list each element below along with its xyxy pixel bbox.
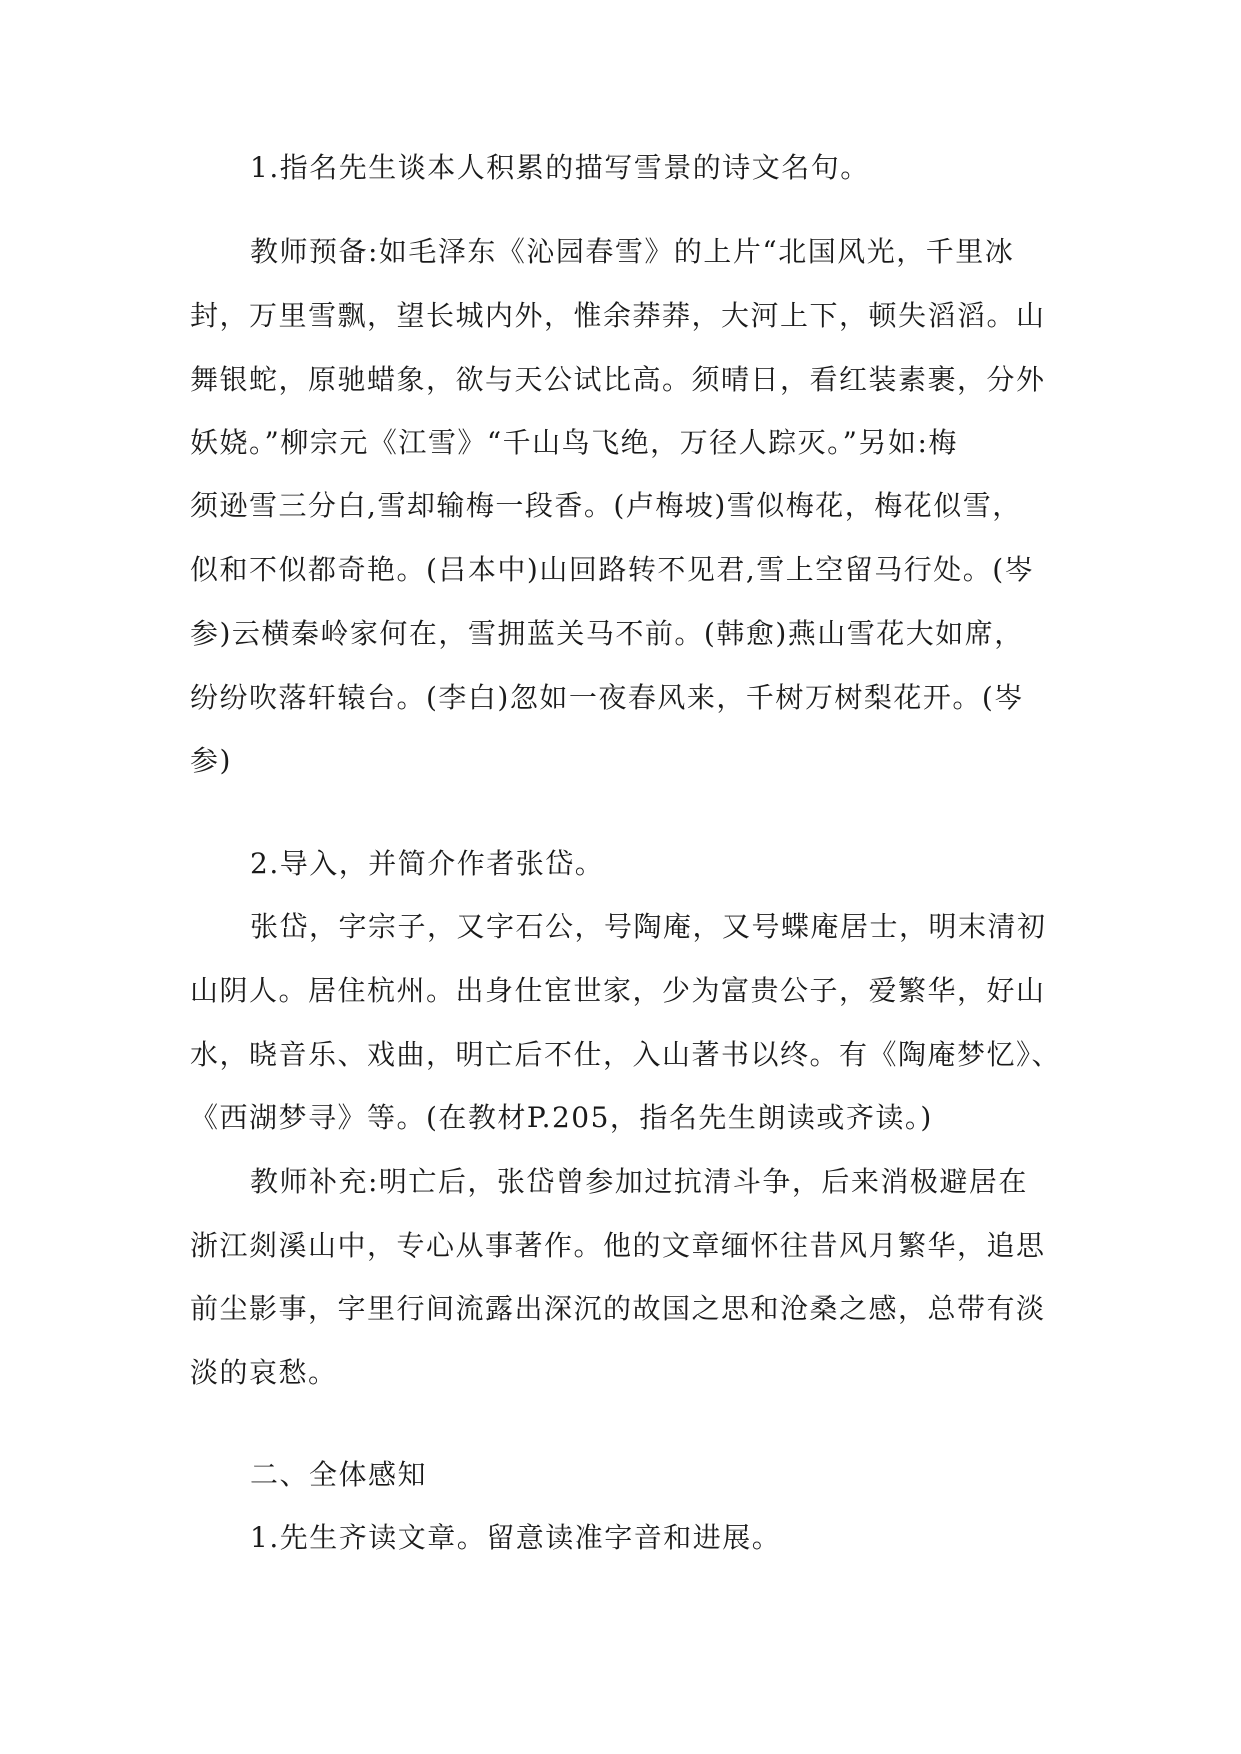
paragraph-line: 淡的哀愁。 [190,1356,338,1389]
paragraph-line: 浙江剡溪山中，专心从事著作。他的文章缅怀往昔风月繁华，追思 [190,1229,1046,1262]
paragraph-line: 纷纷吹落轩辕台。(李白)忽如一夜春风来，千树万树梨花开。(岑 [190,681,1024,714]
paragraph-line: 舞银蛇，原驰蜡象，欲与天公试比高。须晴日，看红装素裹，分外 [190,363,1046,396]
paragraph-line: 参)云横秦岭家何在，雪拥蓝关马不前。(韩愈)燕山雪花大如席， [190,617,1024,650]
paragraph-line: 张岱，字宗子，又字石公，号陶庵，又号蝶庵居士，明末清初 [250,910,1047,943]
paragraph-line: 封，万里雪飘，望长城内外，惟余莽莽，大河上下，顿失滔滔。山 [190,299,1046,332]
item-1-heading: 1.先生齐读文章。留意读准字音和进展。 [250,1521,782,1554]
paragraph-line: 《西湖梦寻》等。(在教材P.205，指名先生朗读或齐读。) [190,1101,933,1134]
section-heading: 二、全体感知 [250,1458,428,1491]
paragraph-line: 似和不似都奇艳。(吕本中)山回路转不见君,雪上空留马行处。(岑 [190,553,1035,586]
paragraph-line: 须逊雪三分白,雪却输梅一段香。(卢梅坡)雪似梅花，梅花似雪， [190,489,1022,522]
paragraph-line: 前尘影事，字里行间流露出深沉的故国之思和沧桑之感，总带有淡 [190,1292,1046,1325]
item-1-heading: 1.指名先生谈本人积累的描写雪景的诗文名句。 [250,151,870,184]
paragraph-line: 教师补充:明亡后，张岱曾参加过抗清斗争，后来消极避居在 [250,1165,1028,1198]
paragraph-line: 教师预备:如毛泽东《沁园春雪》的上片“北国风光，千里冰 [250,235,1015,268]
item-2-heading: 2.导入，并简介作者张岱。 [250,847,605,880]
paragraph-line: 水，晓音乐、戏曲，明亡后不仕，入山著书以终。有《陶庵梦忆》、 [190,1038,1062,1071]
paragraph-line: 山阴人。居住杭州。出身仕宦世家，少为富贵公子，爱繁华，好山 [190,974,1046,1007]
paragraph-line: 参) [190,744,232,777]
paragraph-line: 妖娆。”柳宗元《江雪》“千山鸟飞绝，万径人踪灭。”另如:梅 [190,426,958,459]
